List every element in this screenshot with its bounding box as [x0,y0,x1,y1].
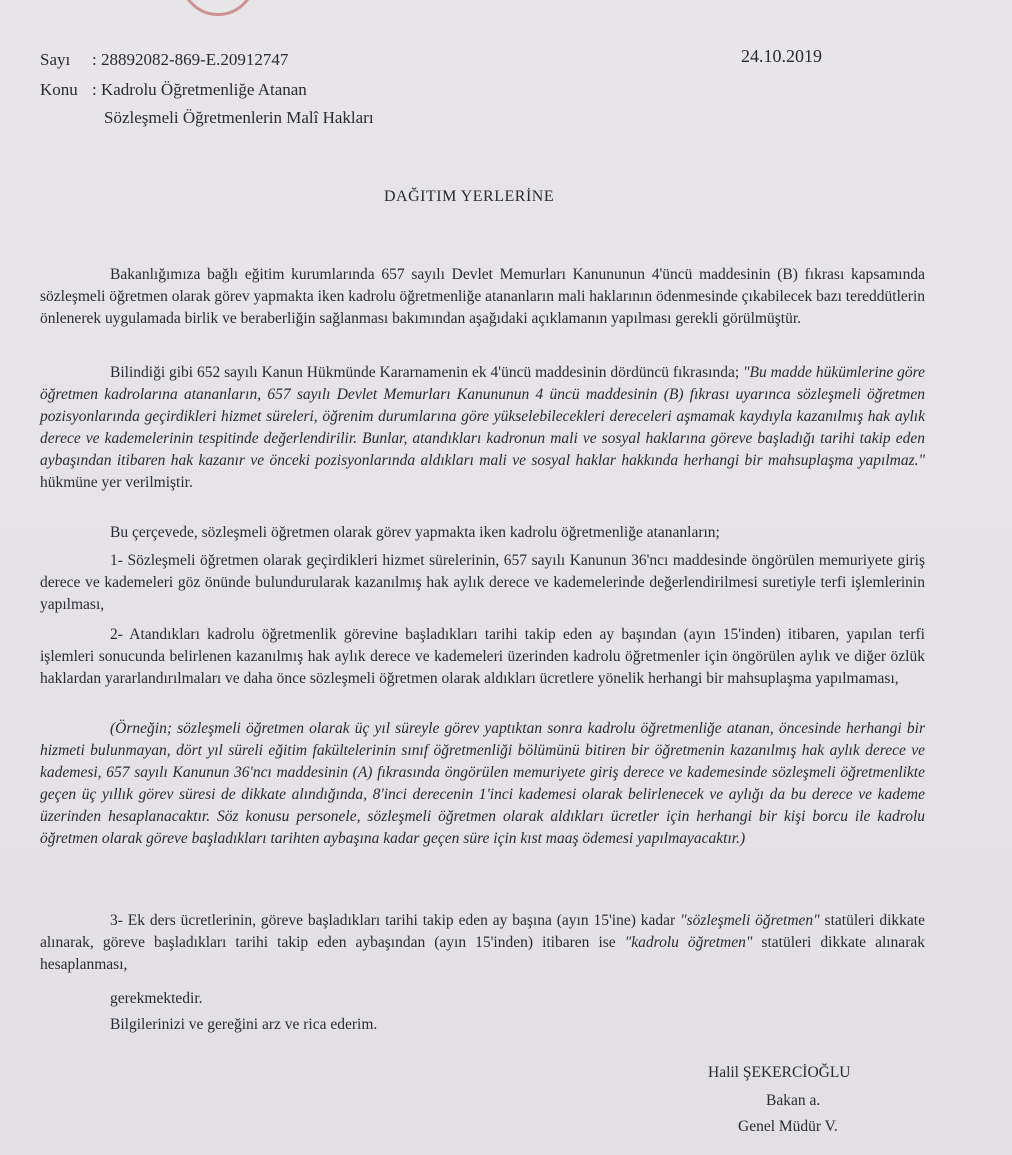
paragraph-7 [40,910,925,976]
konu-line2: Sözleşmeli Öğretmenlerin Malî Hakları [104,108,374,127]
paragraph-7-c: statüleri dikkate alınarak, göreve başladıkları tarihi takip eden aybaşından (ayın 15'inden) itibaren ise [40,912,925,951]
page-title: DAĞITIM YERLERİNE [384,188,555,205]
seal-icon [180,0,256,16]
paragraph-7-e: statüleri dikkate alınarak hesaplanması, [40,934,925,973]
paragraph-7-d: "kadrolu öğretmen" [624,934,753,951]
paragraph-5: 2- Atandıkları kadrolu öğretmenlik görevine başladıkları tarihi takip eden ay başından (ayın 15'inden) itibaren, yapılan terfi işlemleri sonucunda belirlenen kazanılmış hak aylık derece ve kademeleri üzerinden kadrolu öğretmenler için öngörülen aylık ve diğer özlük haklardan yararlandırılmaları ve daha önce sözleşmeli öğretmen olarak aldıkları ücretlere yönelik herhangi bir mahsuplaşma yapılmaması, [40,626,925,687]
paragraph-8: gerekmektedir. [110,990,203,1007]
paragraph-1: Bakanlığımıza bağlı eğitim kurumlarında 657 sayılı Devlet Memurları Kanununun 4'üncü maddesinin (B) fıkrası kapsamında sözleşmeli öğretmen olarak görev yapmakta iken kadrolu öğretmenliğe atananların mali haklarının ödenmesinde çıkabilecek bazı tereddütlerin önlenerek uygulamada birlik ve beraberliğin sağlanması bakımından aşağıdaki açıklamanın yapılması gerekli görülmüştür. [40,266,925,327]
signatory-title-2: Genel Müdür V. [738,1118,838,1135]
paragraph-6: (Örneğin; sözleşmeli öğretmen olarak üç yıl süreyle görev yaptıktan sonra kadrolu öğretmenliğe atanan, öncesinde herhangi bir hizmeti bulunmayan, dört yıl süreli eğitim fakültelerinin sınıf öğretmenliği bölümünü bitiren bir öğretmenin kazanılmış hak aylık derece ve kademesi, 657 sayılı Kanunun 36'ncı maddesinin (A) fıkrasında öngörülen memuriyete giriş derece ve kademesinde sözleşmeli öğretmenlikte geçen üç yıllık görev süresi de dikkate alındığında, 8'inci derecenin 1'inci kademesi olarak belirlenecek ve aylığı da bu derece ve kademe üzerinden hesaplanacaktır. Söz konusu personele, sözleşmeli öğretmen olarak aldıkları ücretler için herhangi bir kişi borcu ile kadrolu öğretmen olarak göreve başladıkları tarihten aybaşına kadar geçen süre için kıst maaş ödemesi yapılmayacaktır.) [40,720,925,847]
paragraph-4: 1- Sözleşmeli öğretmen olarak geçirdikleri hizmet sürelerinin, 657 sayılı Kanunun 36'ncı maddesinde öngörülen memuriyete giriş derece ve kademeleri göz önünde bulundurularak kazanılmış hak aylık derece ve kademelerinde değerlendirilmesi suretiyle terfi işlemlerinin yapılması, [40,552,925,613]
paragraph-2-intro: Bilindiği gibi 652 sayılı Kanun Hükmünde Kararnamenin ek 4'üncü maddesinin dördüncü fıkrasında; [110,364,740,381]
konu-label: Konu [40,80,78,99]
sayi-label: Sayı [40,50,71,69]
sayi-row [40,50,288,70]
paragraph-7-b: "sözleşmeli öğretmen" [680,912,820,929]
paragraph-7-a: 3- Ek ders ücretlerinin, göreve başladıkları tarihi takip eden ay başına (ayın 15'ine) kadar [110,912,681,929]
document-date: 24.10.2019 [741,46,822,66]
sayi-value: : 28892082-869-E.20912747 [92,50,289,69]
signatory-name: Halil ŞEKERCİOĞLU [708,1064,851,1081]
signatory-title-1: Bakan a. [766,1092,821,1109]
paragraph-2-quote: "Bu madde hükümlerine göre öğretmen kadrolarına atananların, 657 sayılı Devlet Memurları Kanununun 4 üncü maddesinin (B) fıkrası uyarınca sözleşmeli öğretmen pozisyonlarında geçirdikleri hizmet süreleri, öğrenim durumlarına göre yükselebilecekleri dereceleri aşmamak kaydıyla kazanılmış hak aylık derece ve kademelerinin tespitinde değerlendirilir. Bunlar, atandıkları kadronun mali ve sosyal haklarına göreve başladığı tarihi takip eden aybaşından itibaren hak kazanır ve önceki pozisyonlarında aldıkları mali ve sosyal haklar hakkında herhangi bir mahsuplaşma yapılmaz." [40,364,926,469]
konu-row [40,80,307,100]
paragraph-9: Bilgilerinizi ve gereğini arz ve rica ederim. [110,1016,378,1033]
konu-line1: : Kadrolu Öğretmenliğe Atanan [92,80,307,99]
paragraph-2-end: hükmüne yer verilmiştir. [40,474,193,491]
paragraph-2 [40,362,925,494]
paragraph-3: Bu çerçevede, sözleşmeli öğretmen olarak görev yapmakta iken kadrolu öğretmenliğe atananların; [110,524,720,541]
